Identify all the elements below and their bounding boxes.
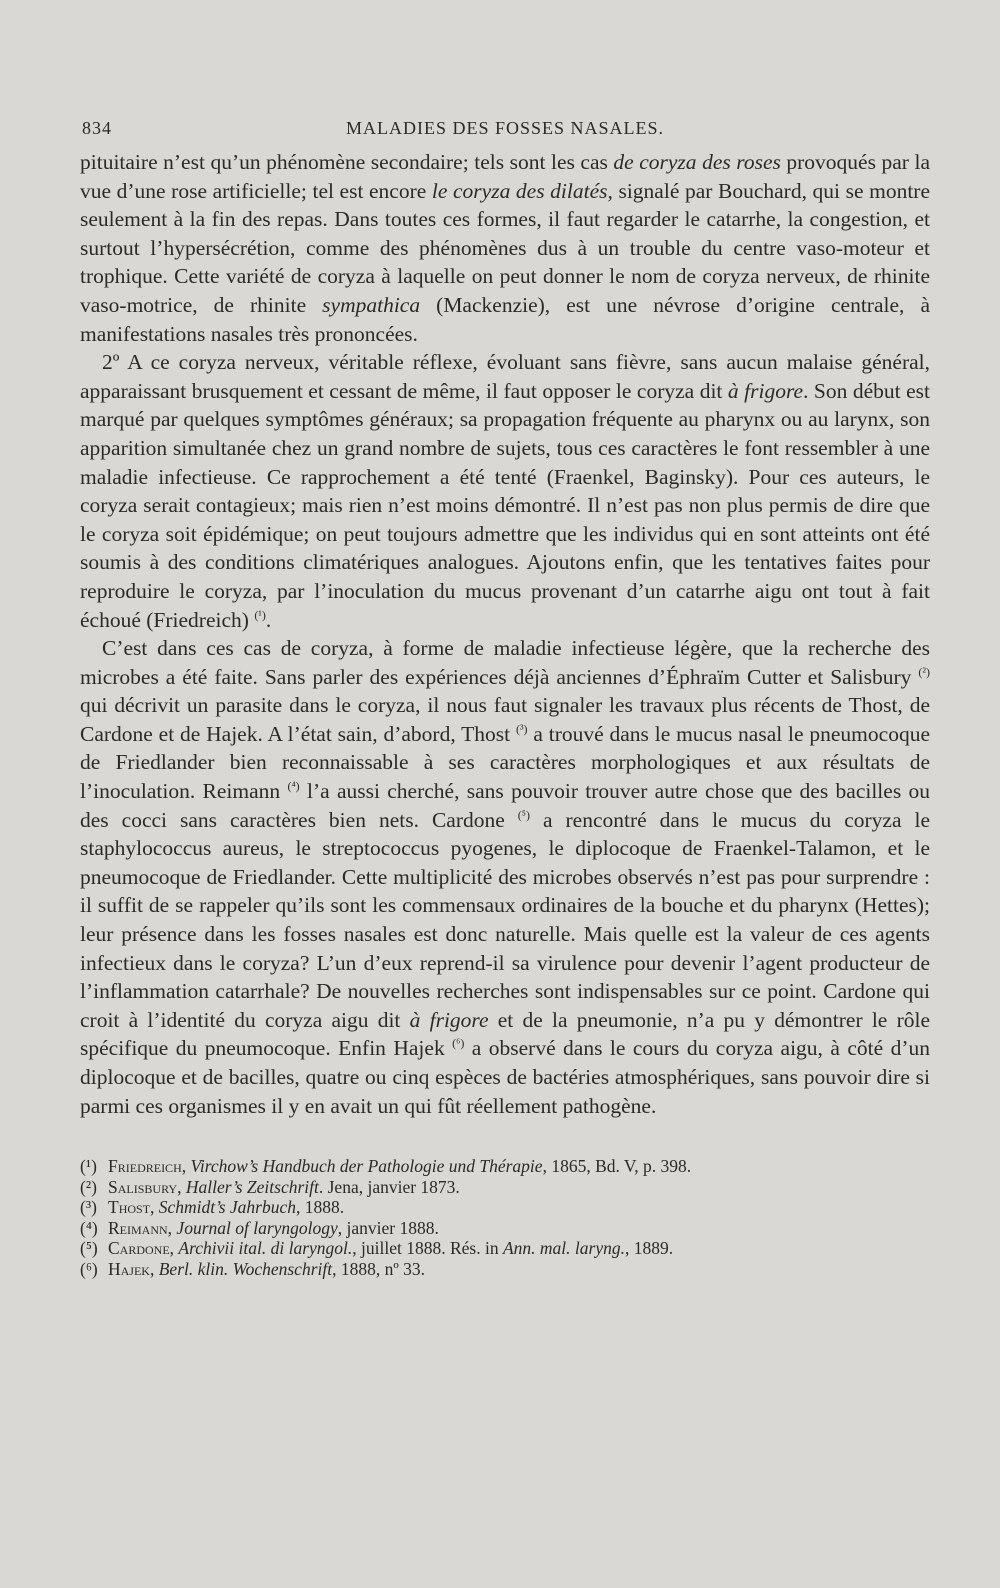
author-name: Friedreich xyxy=(108,1156,182,1177)
paragraph xyxy=(80,148,930,348)
footnote xyxy=(80,1177,930,1198)
footnotes xyxy=(80,1156,930,1279)
footnote-reference: (⁴) xyxy=(287,778,300,793)
page-header xyxy=(80,118,930,148)
author-name: Cardone xyxy=(108,1238,170,1259)
italic-text: Journal of laryngology xyxy=(176,1217,338,1238)
italic-text: de coryza des roses xyxy=(613,150,781,174)
text-run: , xyxy=(169,1238,179,1259)
text-run: a trouvé dans le mucus nasal le pneumocoque de Friedlander bien reconnaissable à ses caractères morphologiques et aux résultats de l’inoculation. Reimann xyxy=(80,721,930,804)
footnote-mark: (⁶) xyxy=(80,1258,98,1279)
text-run: (Mackenzie), est une névrose d’origine centrale, à manifestations nasales très prononcées. xyxy=(80,292,930,346)
text-run: . xyxy=(265,607,272,632)
text-run: C’est dans ces cas de coryza, à forme de maladie infectieuse légère, que la recherche des microbes a été faite. Sans parler des expériences déjà anciennes d’Éphraïm Cutter et Salisbury xyxy=(80,636,930,689)
italic-text: Schmidt’s Jahrbuch xyxy=(158,1197,297,1218)
text-run: , xyxy=(150,1197,159,1218)
footnote xyxy=(80,1238,930,1259)
text-run: , 1888, nº 33. xyxy=(332,1258,426,1279)
italic-text: Ann. mal. laryng. xyxy=(502,1238,625,1259)
footnote xyxy=(80,1218,930,1239)
footnote xyxy=(80,1197,930,1218)
text-run: l’a aussi cherché, sans pouvoir trouver autre chose que des bacilles ou des cocci sans caractères bien nets. Cardone xyxy=(80,779,930,832)
text-run: . Jena, janvier 1873. xyxy=(318,1176,460,1197)
footnote-reference: (¹) xyxy=(254,607,266,622)
footnote-mark: (²) xyxy=(80,1176,97,1197)
footnote xyxy=(80,1156,930,1177)
footnote-reference: (³) xyxy=(515,721,528,736)
footnote-mark: (⁵) xyxy=(80,1238,98,1259)
author-name: Salisbury xyxy=(108,1176,178,1197)
text-run: , signalé par Bouchard, qui se montre seulement à la fin des repas. Dans toutes ces formes, il faut regarder le catarrhe, la congestion, et surtout l’hypersécrétion, comme des phénomènes dus à un trouble du centre vaso-moteur et trophique. Cette variété de coryza à laquelle on peut donner le nom de coryza nerveux, de rhinite vaso-motrice, de rhinite xyxy=(80,178,930,317)
text-run: , xyxy=(167,1217,177,1238)
page-number: 834 xyxy=(82,118,112,138)
text-run: , xyxy=(177,1176,186,1197)
italic-text: le coryza des dilatés xyxy=(431,178,608,203)
footnote xyxy=(80,1259,930,1280)
text-run: provoqués par la vue d’une rose artificielle; tel est encore xyxy=(80,150,930,203)
text-run: 2º A ce coryza nerveux, véritable réflexe, évoluant sans fièvre, sans aucun malaise général, apparaissant brusquement et cessant de même, il faut opposer le coryza dit xyxy=(80,350,930,403)
text-run: , xyxy=(181,1156,191,1177)
text-run: pituitaire n’est qu’un phénomène secondaire; tels sont les cas xyxy=(80,150,614,174)
footnote-mark: (⁴) xyxy=(80,1217,98,1238)
text-run: , janvier 1888. xyxy=(337,1217,439,1238)
footnote-mark: (³) xyxy=(80,1197,97,1218)
running-title: MALADIES DES FOSSES NASALES. xyxy=(345,118,665,138)
main-text xyxy=(80,148,930,1120)
author-name: Hajek xyxy=(108,1258,150,1279)
text-run: et de la pneumonie, n’a pu y démontrer le rôle spécifique du pneumocoque. Enfin Hajek xyxy=(80,1007,930,1061)
italic-text: sympathica xyxy=(322,292,421,317)
footnote-mark: (¹) xyxy=(80,1156,97,1177)
italic-text: Virchow’s Handbuch der Pathologie und Thérapie xyxy=(190,1156,543,1177)
text-run: a observé dans le cours du coryza aigu, à côté d’un diplocoque et de bacilles, quatre ou cinq espèces de bactéries atmosphériques, sans pouvoir dire si parmi ces organismes il y en avait un qui fût réellement pathogène. xyxy=(80,1036,931,1118)
text-run: , juillet 1888. Rés. in xyxy=(352,1238,503,1259)
text-run: , xyxy=(149,1258,159,1279)
italic-text: Berl. klin. Wochenschrift xyxy=(158,1258,333,1279)
text-run: , 1889. xyxy=(625,1238,674,1259)
text-run: , 1888. xyxy=(296,1197,345,1218)
paragraph xyxy=(80,634,930,1120)
author-name: Thost xyxy=(108,1197,151,1218)
italic-text: à frigore xyxy=(409,1007,489,1032)
footnote-reference: (²) xyxy=(918,664,930,679)
text-run: a rencontré dans le mucus du coryza le staphylococcus aureus, le streptococcus pyogenes, le diplocoque de Fraenkel-Talamon, et le pneumocoque de Friedlander. Cette multiplicité des microbes observés n’est pas pour surprendre : il suffit de se rappeler qu’ils sont les commensaux ordinaires de la bouche et du pharynx (Hettes); leur présence dans les fosses nasales est donc naturelle. Mais quelle est la valeur de ces agents infectieux dans le coryza? L’un d’eux reprend-il sa virulence pour devenir l’agent producteur de l’inflammation catarrhale? De nouvelles recherches sont indispensables sur ce point. Cardone qui croit à l’identité du coryza aigu dit xyxy=(80,807,930,1032)
author-name: Reimann xyxy=(108,1217,168,1238)
italic-text: Archivii ital. di laryngol. xyxy=(178,1238,353,1259)
italic-text: Haller’s Zeitschrift xyxy=(185,1176,319,1197)
footnote-reference: (⁵) xyxy=(517,807,530,822)
text-run: qui décrivit un parasite dans le coryza, il nous faut signaler les travaux plus récents de Thost, de Cardone et de Hajek. A l’état sain, d’abord, Thost xyxy=(80,693,930,746)
text-run: , 1865, Bd. V, p. 398. xyxy=(542,1156,692,1177)
paragraph xyxy=(80,348,930,634)
text-run: . Son début est marqué par quelques symptômes généraux; sa propagation fréquente au pharynx ou au larynx, son apparition simultanée chez un grand nombre de sujets, tous ces caractères le font ressembler à une maladie infectieuse. Ce rapprochement a été tenté (Fraenkel, Baginsky). Pour ces auteurs, le coryza serait contagieux; mais rien n’est moins démontré. Il n’est pas non plus permis de dire que le coryza soit épidémique; on peut toujours admettre que les individus qui en sont atteints ont été soumis à des conditions climatériques analogues. Ajoutons enfin, que les tentatives faites pour reproduire le coryza, par l’inoculation du mucus provenant d’un catarrhe aigu ont tout à fait échoué (Friedreich) xyxy=(80,378,930,632)
italic-text: à frigore xyxy=(727,378,804,403)
footnote-reference: (⁶) xyxy=(452,1036,465,1051)
